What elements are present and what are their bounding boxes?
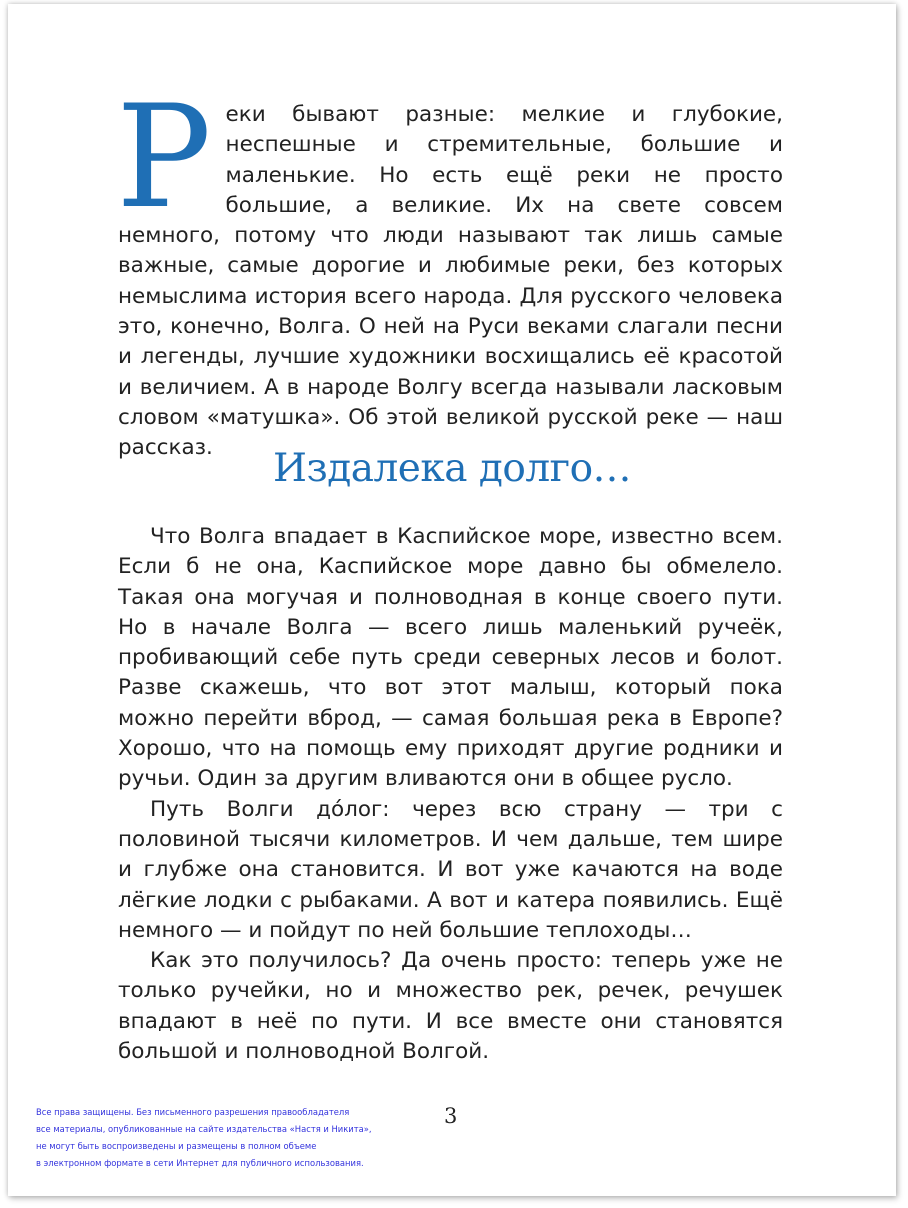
copyright-line: в электронном формате в сети Интернет для публичного использования. bbox=[36, 1158, 364, 1168]
copyright-notice bbox=[36, 1104, 456, 1172]
body-paragraph: Как это получилось? Да очень просто: теперь уже не только ручейки, но и множество рек, речек, речушек впадают в неё по пути. И все вместе они становятся большой и полноводной Волгой. bbox=[118, 948, 783, 1065]
chapter-heading: Издалека долго… bbox=[272, 446, 632, 491]
body-paragraph: Что Волга впадает в Каспийское море, известно всем. Если б не она, Каспийское море давно бы обмелело. Такая она могучая и полноводная в конце своего пути. Но в начале Волга — всего лишь маленький ручеёк, пробивающий себе путь среди северных лесов и болот. Разве скажешь, что вот этот малыш, который пока можно перейти вброд, — самая большая река в Европе? Хорошо, что на помощь ему приходят другие родники и ручьи. Один за другим вливаются они в общее русло. bbox=[118, 524, 783, 792]
copyright-line: все материалы, опубликованные на сайте издательства «Настя и Никита», bbox=[36, 1124, 372, 1134]
intro-paragraph bbox=[116, 75, 783, 464]
book-page bbox=[8, 4, 896, 1196]
intro-text: еки бывают разные: мелкие и глубокие, неспешные и стремительные, большие и маленькие. Но есть ещё реки не просто большие, а великие. Их на свете совсем немного, потому что люди называют так лишь самые важные, самые дорогие и любимые реки, без которых немыслима история всего народа. Для русского человека это, конечно, Волга. О ней на Руси веками слагали песни и легенды, лучшие художники восхищались её красотой и величием. А в народе Волгу всегда называли ласковым словом «матушка». Об этой великой русской реке — наш рассказ. bbox=[118, 102, 783, 461]
copyright-line: не могут быть воспроизведены и размещены в полном объеме bbox=[36, 1141, 317, 1151]
body-paragraph: Путь Волги до́лог: через всю страну — три с половиной тысячи километров. И чем дальше, тем шире и глубже она становится. И вот уже качаются на воде лёгкие лодки с рыбаками. А вот и катера появились. Ещё немного — и пойдут по ней большие теплоходы… bbox=[118, 796, 783, 943]
page-number: 3 bbox=[444, 1104, 458, 1128]
copyright-line: Все права защищены. Без письменного разрешения правообладателя bbox=[36, 1107, 350, 1117]
chapter-body bbox=[118, 522, 783, 1067]
drop-cap: Р bbox=[116, 75, 212, 240]
